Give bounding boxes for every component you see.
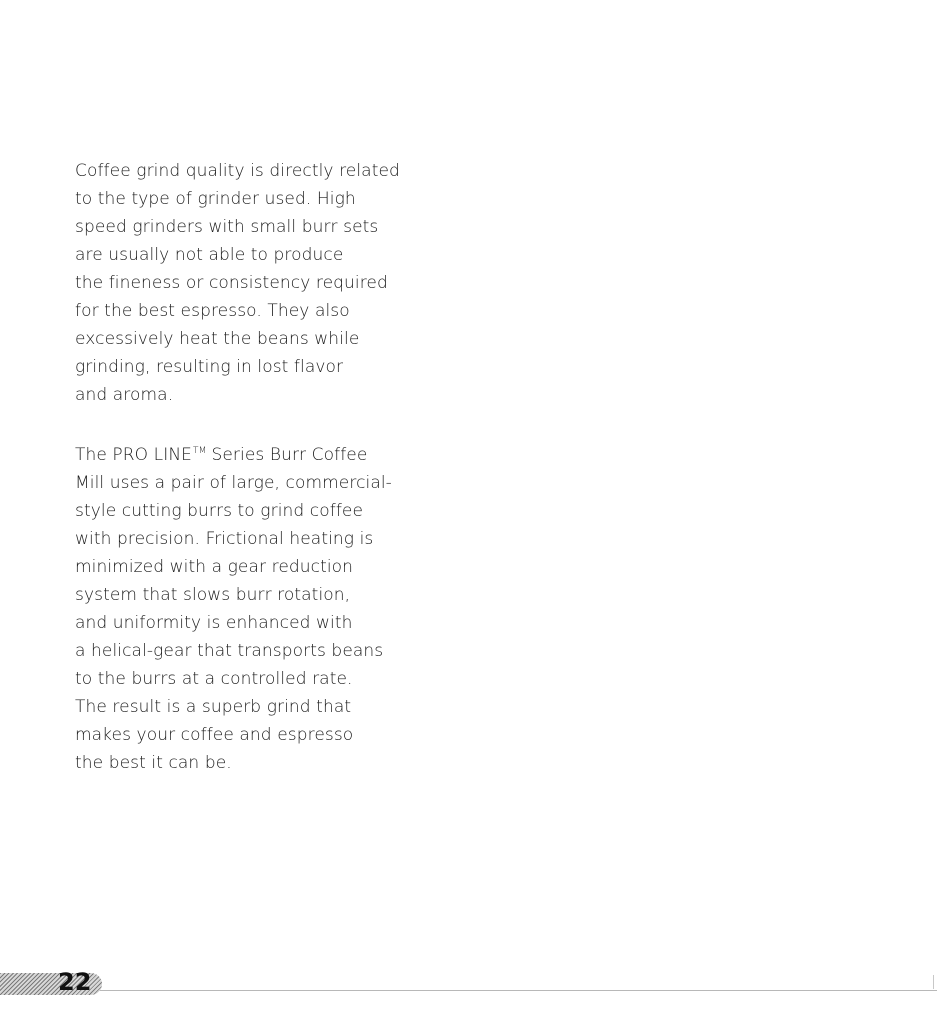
trademark-mark: TM bbox=[193, 446, 207, 456]
paragraph-pro-line-mill bbox=[75, 437, 435, 777]
text-line: a helical-gear that transports beans bbox=[75, 641, 384, 661]
text-line: style cutting burrs to grind coffee bbox=[75, 501, 364, 521]
text-line: speed grinders with small burr sets bbox=[75, 217, 379, 237]
text-line: minimized with a gear reduction bbox=[75, 557, 354, 577]
text-line-with-trademark bbox=[75, 437, 435, 469]
text-line: the fineness or consistency required bbox=[75, 273, 388, 293]
text-line: the best it can be. bbox=[75, 753, 232, 773]
text-line: The result is a superb grind that bbox=[75, 697, 352, 717]
text-line: Coffee grind quality is directly related bbox=[75, 161, 400, 181]
text-line: makes your coffee and espresso bbox=[75, 725, 354, 745]
text-line: Mill uses a pair of large, commercial- bbox=[75, 473, 392, 493]
text-line: to the type of grinder used. High bbox=[75, 189, 356, 209]
text-line: with precision. Frictional heating is bbox=[75, 529, 374, 549]
page-number: 22 bbox=[58, 968, 92, 996]
paragraph-grind-quality bbox=[75, 157, 435, 409]
page-edge-mark bbox=[933, 975, 934, 989]
text-line: and aroma. bbox=[75, 385, 174, 405]
text-before-trademark: The PRO LINE bbox=[75, 445, 193, 465]
text-line: to the burrs at a controlled rate. bbox=[75, 669, 353, 689]
text-line: grinding, resulting in lost flavor bbox=[75, 357, 344, 377]
text-line: are usually not able to produce bbox=[75, 245, 344, 265]
text-line: system that slows burr rotation, bbox=[75, 585, 351, 605]
text-line: for the best espresso. They also bbox=[75, 301, 350, 321]
footer-rule bbox=[0, 990, 937, 991]
text-after-trademark: Series Burr Coffee bbox=[211, 445, 368, 465]
text-line: excessively heat the beans while bbox=[75, 329, 360, 349]
text-line: and uniformity is enhanced with bbox=[75, 613, 353, 633]
